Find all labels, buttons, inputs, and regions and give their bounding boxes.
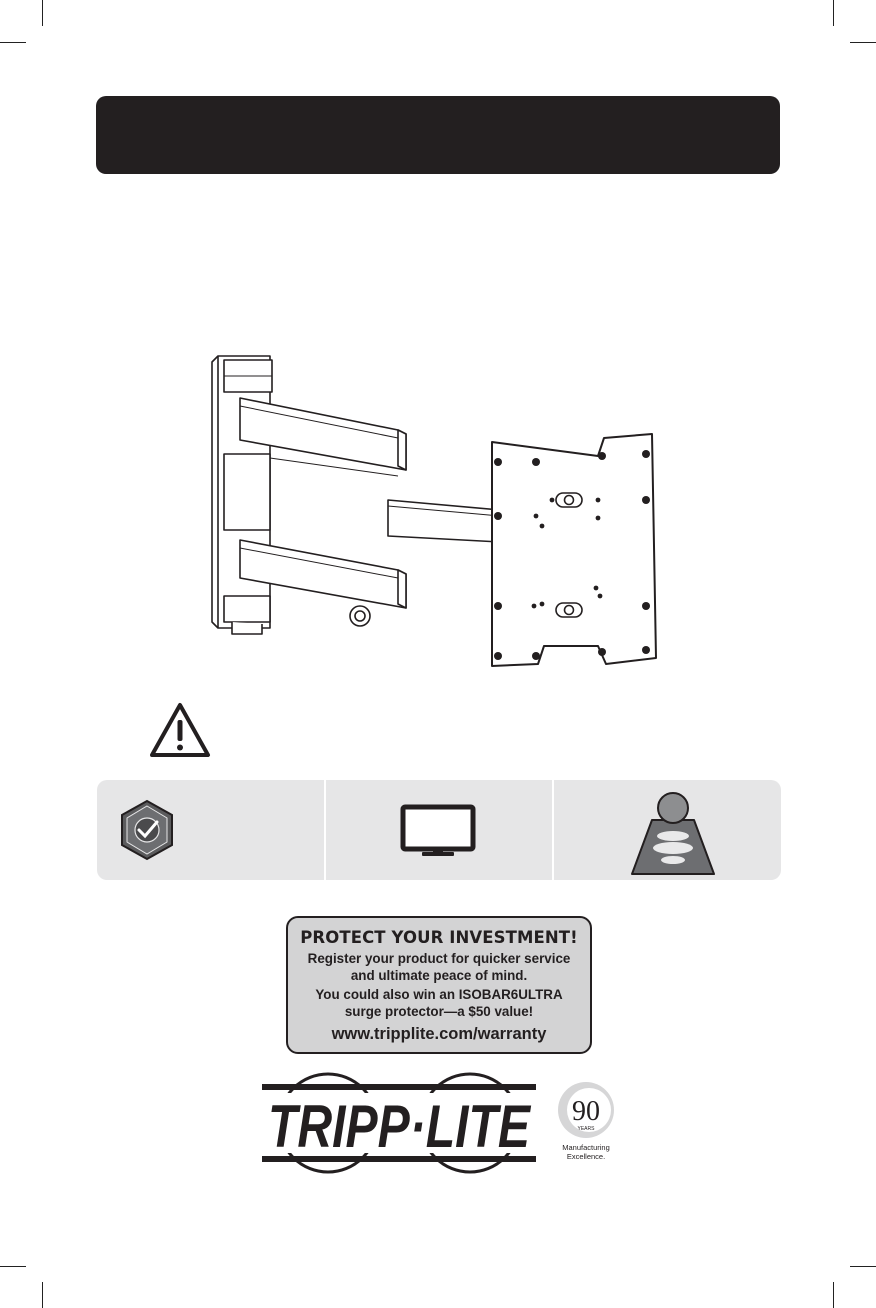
crop-mark — [42, 0, 43, 26]
product-registration-notice — [286, 916, 592, 1054]
crop-mark — [833, 0, 834, 26]
warning-icon — [148, 700, 212, 760]
warranty-link[interactable]: www.tripplite.com/warranty — [331, 1025, 547, 1043]
crop-mark — [850, 1266, 876, 1267]
badge-line1: Manufacturing — [562, 1143, 610, 1152]
header-bar — [96, 96, 780, 174]
notice-line: surge protector—a $50 value! — [344, 1004, 534, 1019]
crop-mark — [42, 1282, 43, 1308]
badge-years: YEARS — [577, 1126, 595, 1132]
anniversary-badge — [553, 1080, 619, 1170]
notice-line: Register your product for quicker service — [307, 951, 571, 966]
badge-number: 90 — [572, 1096, 600, 1127]
feature-strip — [97, 780, 781, 880]
wall-mount-illustration — [200, 350, 670, 690]
feature-cell-weight — [552, 780, 781, 880]
crop-mark — [833, 1282, 834, 1308]
tripp-lite-logo — [262, 1072, 536, 1174]
feature-cell-vesa — [97, 780, 324, 880]
monitor-icon — [400, 804, 476, 858]
vesa-badge-text — [97, 780, 98, 781]
notice-title: PROTECT YOUR INVESTMENT! — [300, 928, 578, 947]
brand-name: TRIPP·LITE — [268, 1093, 532, 1160]
notice-line: and ultimate peace of mind. — [350, 968, 528, 983]
crop-mark — [0, 1266, 26, 1267]
crop-mark — [850, 42, 876, 43]
feature-cell-monitor — [324, 780, 553, 880]
weight-capacity-icon — [628, 788, 718, 880]
vesa-compliant-icon — [117, 798, 177, 862]
notice-line: You could also win an ISOBAR6ULTRA — [315, 987, 563, 1002]
badge-line2: Excellence. — [566, 1152, 606, 1161]
crop-mark — [0, 42, 26, 43]
